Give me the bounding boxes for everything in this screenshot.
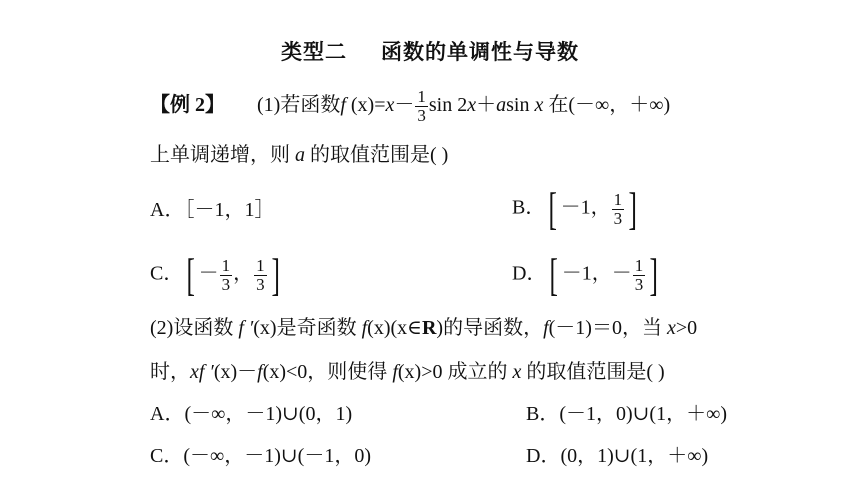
section-title [0, 36, 860, 66]
q1-line2: 上单调递增，则 a 的取值范围是( ) [150, 144, 449, 166]
q1-fraction: $\frac{1}{3}$ [417, 87, 426, 125]
q2-line1: (2)设函数 f ′(x)是奇函数 f(x)(x∈R)的导函数，f(－1)＝0，当 x>0 [150, 317, 698, 339]
title-type: 类型二 [281, 40, 347, 64]
q1-a: a [496, 93, 507, 116]
q1-line1 [150, 88, 670, 125]
q1-sinx: sin [506, 93, 535, 116]
q1-text-a: (1)若函数 [257, 93, 341, 116]
q2-line2: 时，xf ′(x)－f(x)<0，则使得 f(x)>0 成立的 x 的取值范围是( ) [150, 361, 665, 383]
q1-option-a[interactable]: A．［－1，1］ [150, 199, 275, 221]
q1-tail: 在(－∞，＋∞) [543, 93, 671, 116]
example-tag: 【例 2】 [150, 93, 225, 116]
q2-option-d[interactable]: D．(0，1)∪(1，＋∞) [526, 445, 709, 467]
q1-f: f [340, 93, 346, 116]
q1-sin2: sin 2 [428, 93, 468, 116]
q1-x: x [385, 93, 395, 116]
q1-option-d[interactable]: D．[ －1，－ $\frac{1}{3}$ ] [512, 249, 659, 300]
q1-plus: ＋ [476, 93, 497, 116]
q1-x3: x [534, 93, 544, 116]
q1-fx: (x)= [345, 93, 386, 116]
q1-option-c[interactable]: C．[ － $\frac{1}{3}$ ， $\frac{1}{3}$ ] [150, 249, 280, 300]
q2-option-b[interactable]: B．(－1，0)∪(1，＋∞) [526, 403, 727, 425]
q1-minus: － [394, 93, 415, 116]
q2-option-a[interactable]: A．(－∞，－1)∪(0，1) [150, 403, 353, 425]
q1-x2: x [467, 93, 477, 116]
q2-option-c[interactable]: C．(－∞，－1)∪(－1，0) [150, 445, 371, 467]
q1-option-b[interactable]: B．[ －1， $\frac{1}{3}$ ] [512, 183, 638, 234]
title-topic: 函数的单调性与导数 [381, 40, 579, 64]
